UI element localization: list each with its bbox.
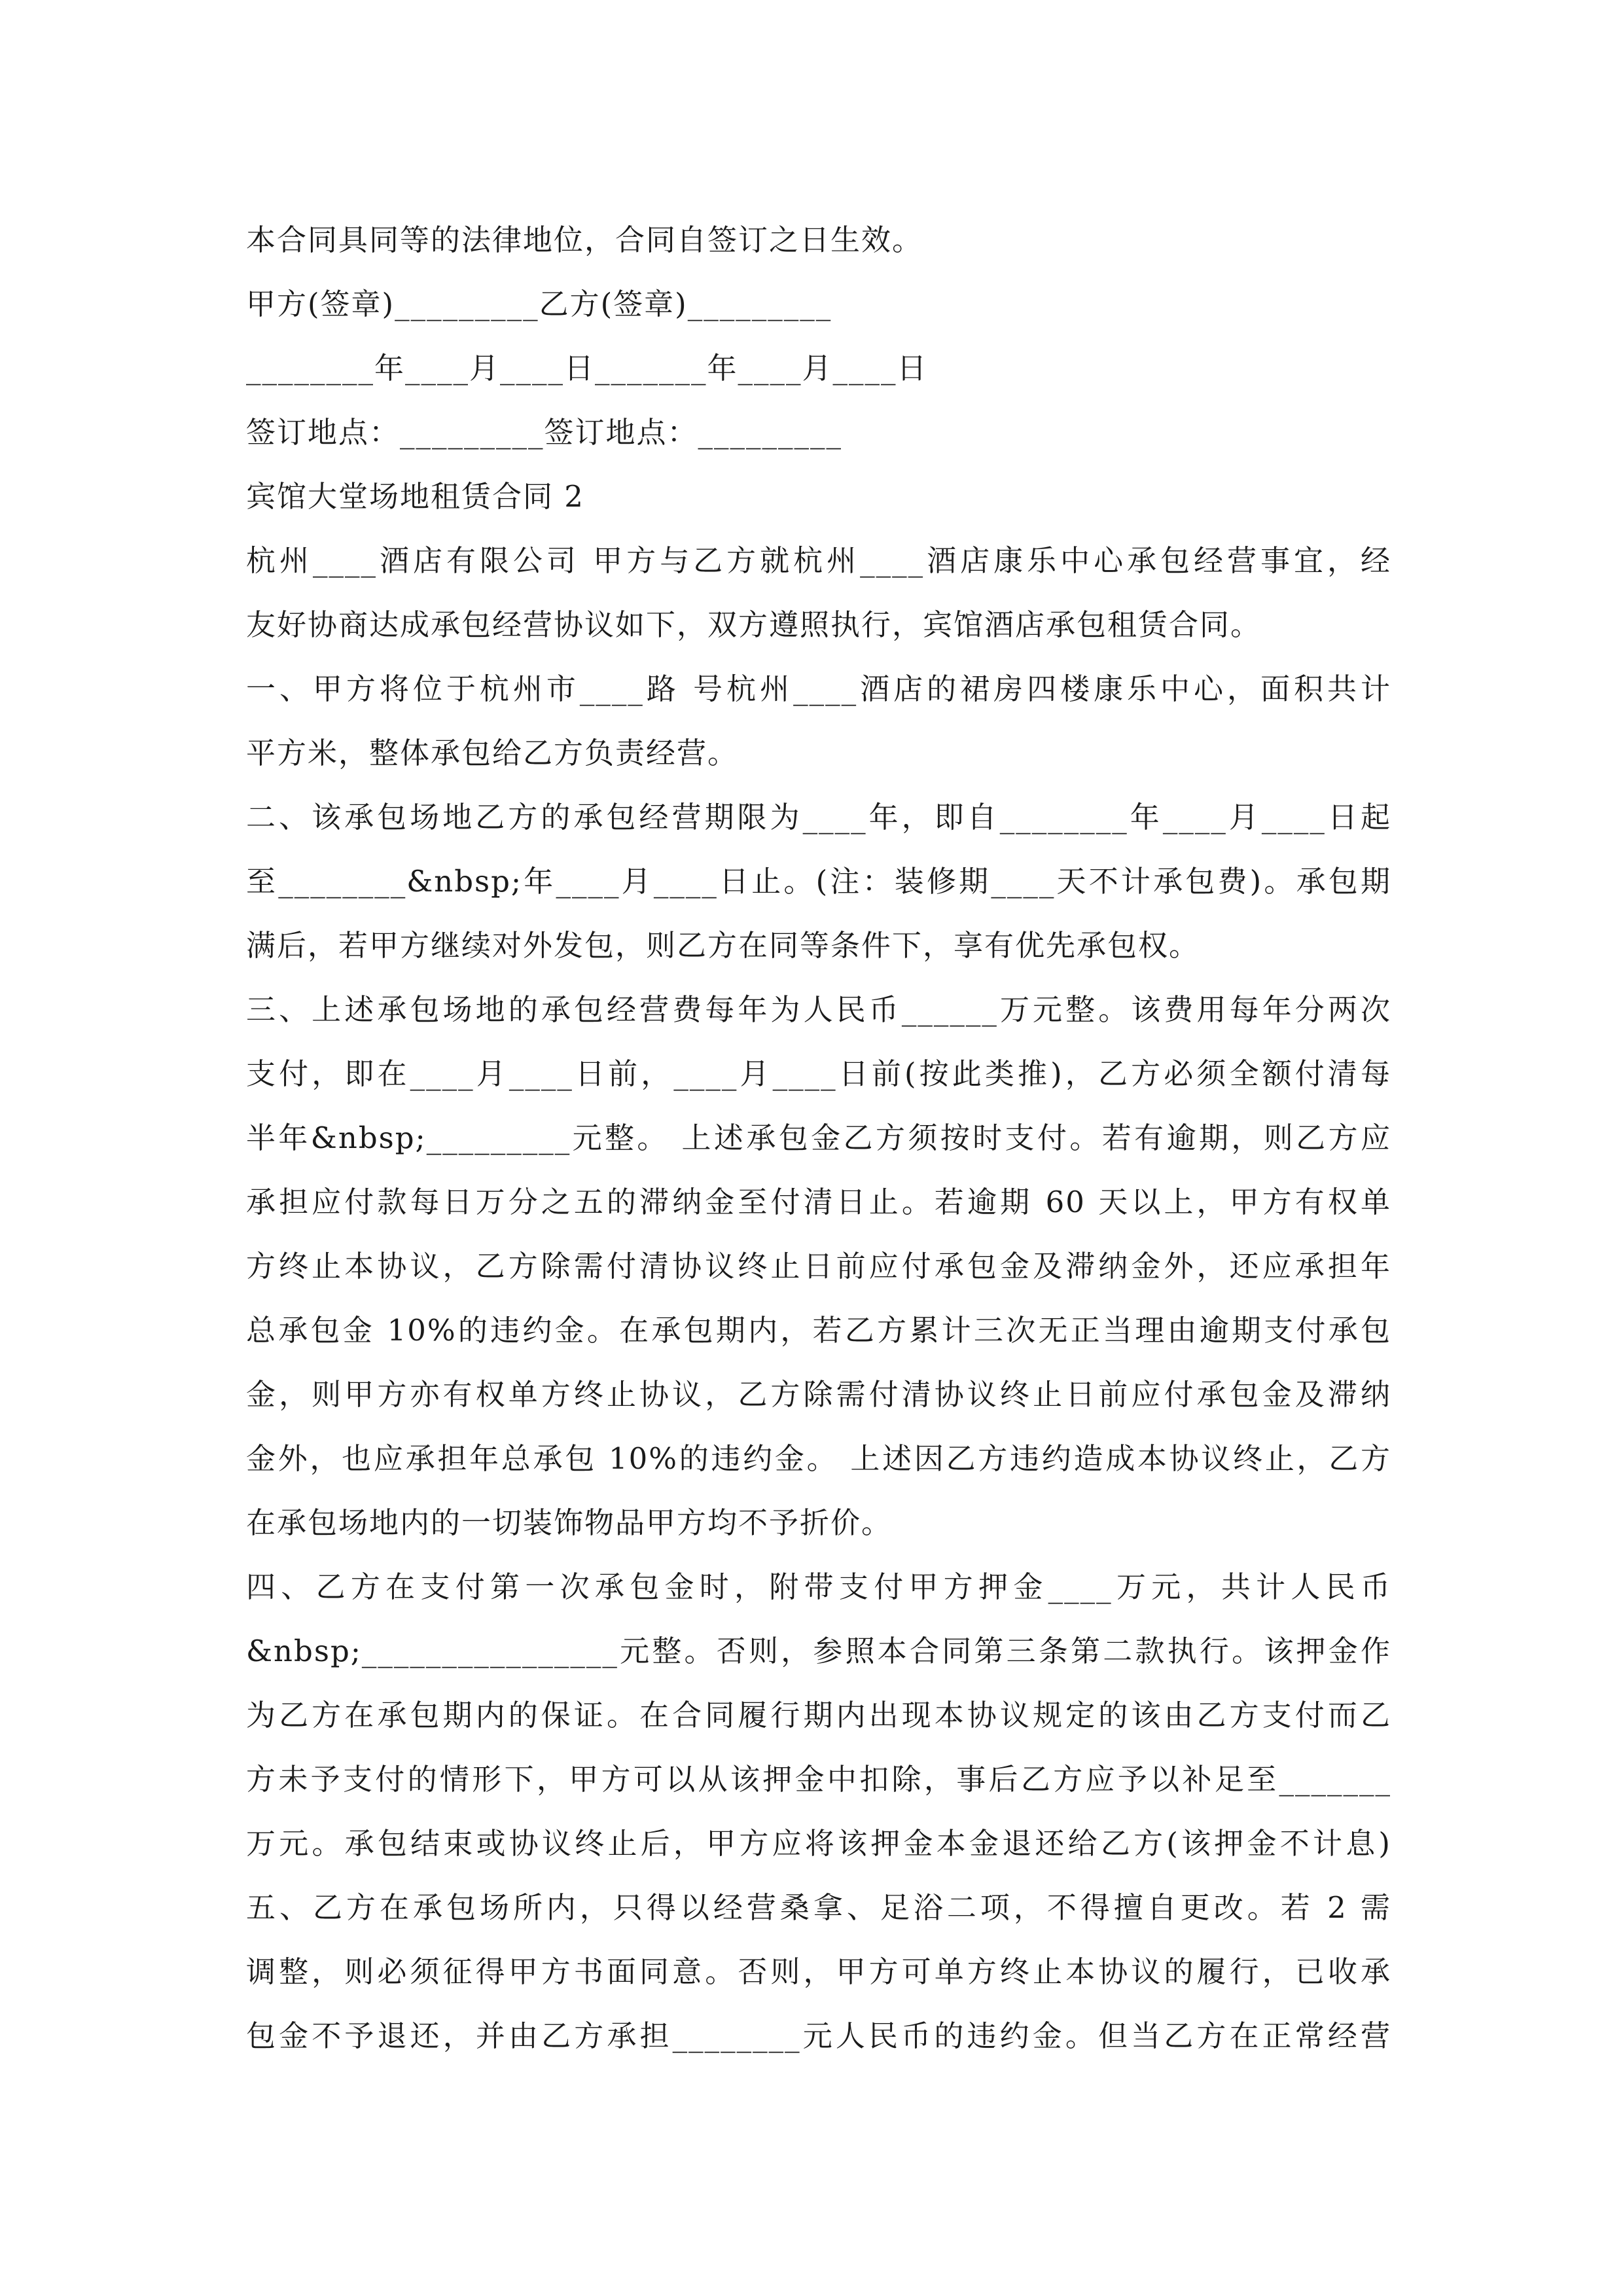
text-line: 满后，若甲方继续对外发包，则乙方在同等条件下，享有优先承包权。 [246,928,1200,963]
text-line: 友好协商达成承包经营协议如下，双方遵照执行，宾馆酒店承包租赁合同。 [246,607,1262,642]
text-line: 三、上述承包场地的承包经营费每年为人民币______万元整。该费用每年分两次 [246,992,1391,1027]
text-line: ________年____月____日_______年____月____日 [246,351,928,386]
text-line: 在承包场地内的一切装饰物品甲方均不予折价。 [246,1505,893,1540]
text-line: 一、甲方将位于杭州市____路 号杭州____酒店的裙房四楼康乐中心，面积共计 [246,672,1391,706]
text-line: 杭州____酒店有限公司 甲方与乙方就杭州____酒店康乐中心承包经营事宜，经 [246,543,1391,578]
text-line: 支付，即在____月____日前，____月____日前(按此类推)，乙方必须全额付清每 [246,1056,1391,1091]
document-body [246,208,1391,2068]
text-line: 万元。承包结束或协议终止后，甲方应将该押金本金退还给乙方(该押金不计息) [246,1826,1391,1861]
text-line: 为乙方在承包期内的保证。在合同履行期内出现本协议规定的该由乙方支付而乙 [246,1698,1391,1732]
text-line: 包金不予退还，并由乙方承担________元人民币的违约金。但当乙方在正常经营 [246,2018,1391,2053]
text-line: 四、乙方在支付第一次承包金时，附带支付甲方押金____万元，共计人民币 [246,1570,1391,1604]
text-line: 甲方(签章)_________乙方(签章)_________ [246,287,832,321]
text-line: 半年&nbsp;_________元整。 上述承包金乙方须按时支付。若有逾期，则乙方应 [246,1121,1391,1155]
text-line: 签订地点：_________签订地点：_________ [246,415,843,450]
text-line: 方终止本协议，乙方除需付清协议终止日前应付承包金及滞纳金外，还应承担年 [246,1249,1391,1283]
text-line: 至________&nbsp;年____月____日止。(注：装修期____天不计承包费)。承包期 [246,864,1391,899]
text-line: &nbsp;________________元整。否则，参照本合同第三条第二款执行。该押金作 [246,1634,1391,1668]
text-line: 五、乙方在承包场所内，只得以经营桑拿、足浴二项，不得擅自更改。若 2 需 [246,1890,1391,1925]
text-line: 金外，也应承担年总承包 10%的违约金。 上述因乙方违约造成本协议终止，乙方 [246,1441,1391,1476]
text-line: 平方米，整体承包给乙方负责经营。 [246,736,739,770]
text-line: 二、该承包场地乙方的承包经营期限为____年，即自________年____月____日起 [246,800,1391,834]
text-line: 金，则甲方亦有权单方终止协议，乙方除需付清协议终止日前应付承包金及滞纳 [246,1377,1391,1412]
section-title: 宾馆大堂场地租赁合同 2 [246,479,584,514]
text-line: 承担应付款每日万分之五的滞纳金至付清日止。若逾期 60 天以上，甲方有权单 [246,1185,1391,1219]
text-line: 总承包金 10%的违约金。在承包期内，若乙方累计三次无正当理由逾期支付承包 [246,1313,1391,1348]
text-line: 调整，则必须征得甲方书面同意。否则，甲方可单方终止本协议的履行，已收承 [246,1954,1391,1989]
text-line: 方未予支付的情形下，甲方可以从该押金中扣除，事后乙方应予以补足至_______ [246,1762,1391,1797]
text-line: 本合同具同等的法律地位，合同自签订之日生效。 [246,223,923,257]
